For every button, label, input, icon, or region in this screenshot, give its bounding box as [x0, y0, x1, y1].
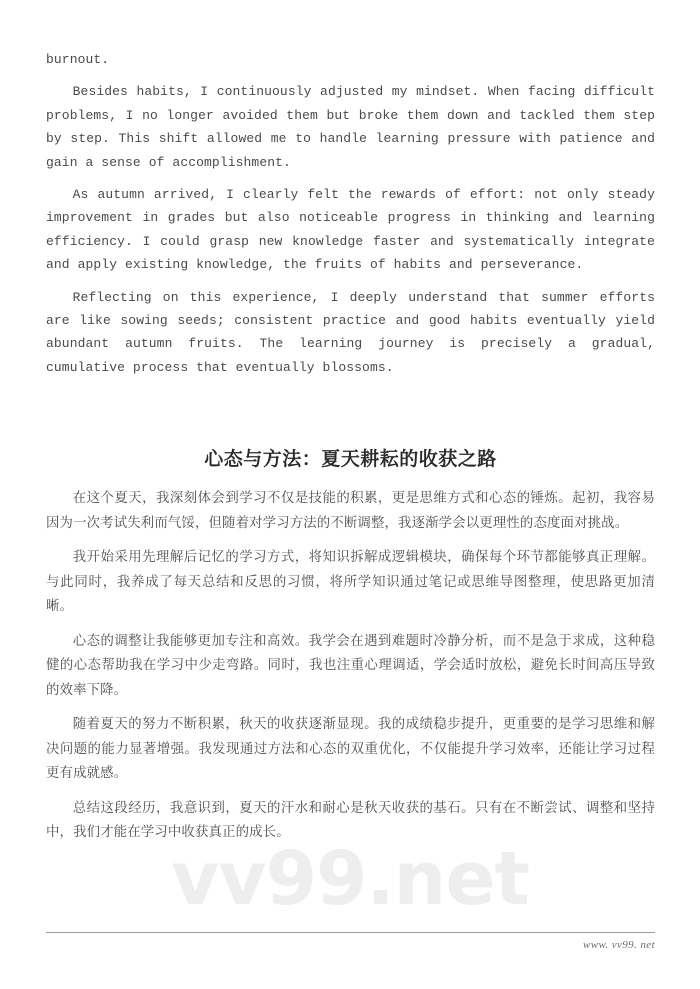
chinese-text-section: [46, 473, 655, 846]
paragraph-cn-4: 总结这段经历，我意识到，夏天的汗水和耐心是秋天收获的基石。只有在不断尝试、调整和坚持中，我们才能在学习中收获真正的成长。: [46, 800, 655, 841]
paragraph-en-3: Reflecting on this experience, I deeply understand that summer efforts are like sowing seeds; consistent practice and good habits eventually yield abundant autumn fruits. The learning journey is precisely a gradual, cumulative process that eventually blossoms.: [46, 289, 655, 375]
paragraph-en-0: burnout.: [46, 52, 110, 67]
footer-divider: [46, 932, 655, 933]
footer-site-url: www. vv99. net: [583, 939, 655, 951]
page-title: 心态与方法：夏天耕耘的收获之路: [204, 448, 497, 471]
paragraph-en-2: As autumn arrived, I clearly felt the rewards of effort: not only steady improvement in grades but also noticeable progress in thinking and learning efficiency. I could grasp new knowledge faster and systematically integrate and apply existing knowledge, the fruits of habits and perseverance.: [46, 187, 655, 273]
paragraph-cn-2: 心态的调整让我能够更加专注和高效。我学会在遇到难题时冷静分析，而不是急于求成，这种稳健的心态帮助我在学习中少走弯路。同时，我也注重心理调适，学会适时放松，避免长时间高压导致的效率下降。: [46, 633, 655, 698]
document-content: [46, 0, 655, 846]
paragraph-cn-3: 随着夏天的努力不断积累，秋天的收获逐渐显现。我的成绩稳步提升，更重要的是学习思维和解决问题的能力显著增强。我发现通过方法和心态的双重优化，不仅能提升学习效率，还能让学习过程更有成就感。: [46, 717, 655, 782]
page-footer: [46, 932, 655, 951]
paragraph-en-1: Besides habits, I continuously adjusted my mindset. When facing difficult problems, I no longer avoided them but broke them down and tackled them step by step. This shift allowed me to handle learning pressure with patience and gain a sense of accomplishment.: [46, 84, 655, 170]
paragraph-cn-1: 我开始采用先理解后记忆的学习方式，将知识拆解成逻辑模块，确保每个环节都能够真正理解。与此同时，我养成了每天总结和反思的习惯，将所学知识通过笔记或思维导图整理，使思路更加清晰。: [46, 550, 655, 615]
watermark-text: vv99.net: [171, 836, 529, 922]
paragraph-cn-0: 在这个夏天，我深刻体会到学习不仅是技能的积累，更是思维方式和心态的锤炼。起初，我容易因为一次考试失利而气馁，但随着对学习方法的不断调整，我逐渐学会以更理性的态度面对挑战。: [46, 491, 655, 531]
english-text-section: [46, 0, 655, 379]
